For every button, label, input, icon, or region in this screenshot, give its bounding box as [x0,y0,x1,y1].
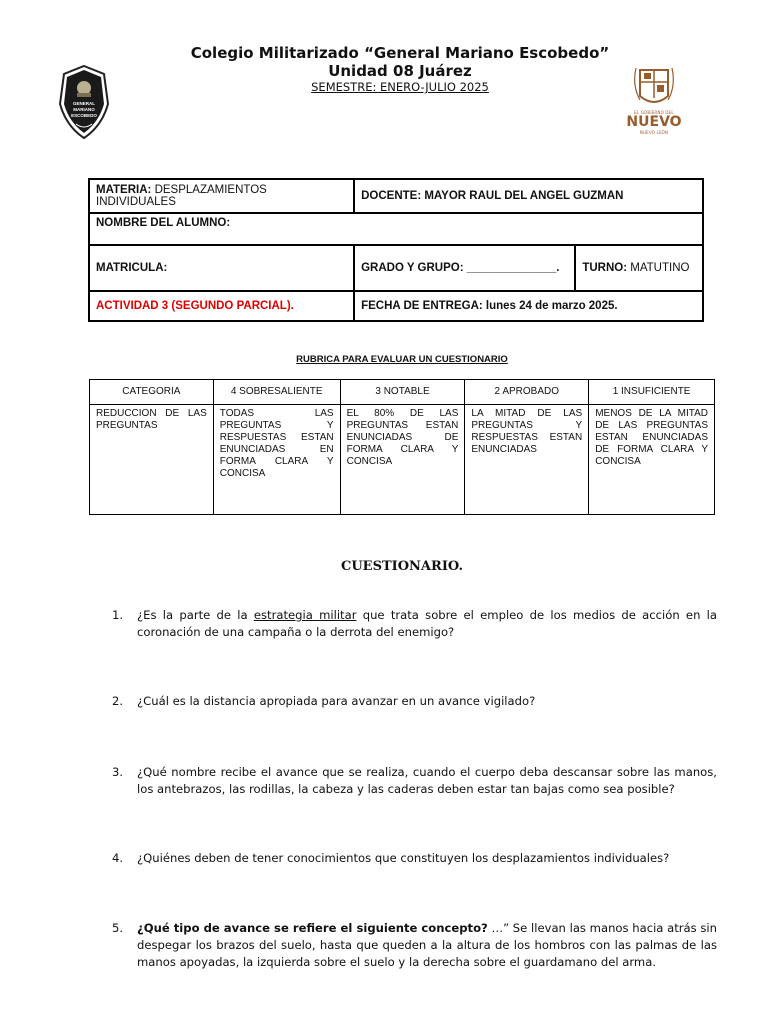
government-logo [620,66,688,136]
semester: SEMESTRE: ENERO-JULIO 2025 [311,80,489,94]
school-logo [58,64,110,140]
school-name: Colegio Militarizado “General Mariano Escobedo” [190,44,610,62]
document-header [150,44,650,95]
question-text: ¿Quiénes deben de tener conocimientos que constituyen los desplazamientos individuales? [137,851,670,865]
question-number: 2. [112,694,124,708]
gov-logo-subtitle: NUEVO LEÓN [639,130,669,135]
rubric-cell: TODAS LAS PREGUNTAS Y RESPUESTAS ESTAN ENUNCIADAS EN FORMA CLARA Y CONCISA [213,405,340,515]
rubric-cell: LA MITAD DE LAS PREGUNTAS Y RESPUESTAS ESTAN ENUNCIADAS [465,405,589,515]
rubric-cell: MENOS DE LA MITAD DE LAS PREGUNTAS ESTAN ENUNCIADAS DE FORMA CLARA Y CONCISA [589,405,715,515]
question-text: ¿Es la parte de la estrategia militar que trata sobre el empleo de los medios de acción en la coronación de una campaña o la derrota del enemigo? [137,608,718,639]
student-info-table [88,178,704,322]
materia-value: DESPLAZAMIENTOS INDIVIDUALES [96,184,267,208]
materia-label: MATERIA: [96,184,152,196]
grado-grupo-field: GRADO Y GRUPO: ______________. [354,245,575,291]
rubric-cell: REDUCCION DE LAS PREGUNTAS [90,405,214,515]
rubric-header-cell: CATEGORIA [90,380,214,405]
school-logo-word: GENERAL [72,101,96,106]
school-logo-word: MARIANO [73,107,95,112]
rubric-table [89,379,715,515]
school-logo-word: ESCOBEDO [71,113,97,118]
question-number: 4. [112,851,124,865]
rubric-header-cell: 3 NOTABLE [340,380,465,405]
activity-label: ACTIVIDAD 3 (SEGUNDO PARCIAL). [89,291,354,321]
materia-cell [89,179,354,213]
matricula-field: MATRICULA: [89,245,354,291]
gov-logo-title: NUEVO [626,114,682,130]
rubric-title: RUBRICA PARA EVALUAR UN CUESTIONARIO [296,354,508,365]
question-text: ¿Cuál es la distancia apropiada para avanzar en un avance vigilado? [137,694,536,708]
question-number: 3. [112,765,124,779]
question-text: ¿Qué nombre recibe el avance que se realiza, cuando el cuerpo deba descansar sobre las manos, los antebrazos, las rodillas, la cabeza y las caderas deben estar tan bajas como sea posible? [137,765,717,796]
rubric-header-row [90,380,715,405]
rubric-header-cell: 1 INSUFICIENTE [589,380,715,405]
rubric-header-cell: 2 APROBADO [465,380,589,405]
question-bold-lead: ¿Qué tipo de avance se refiere el siguiente concepto? [137,921,488,935]
questionnaire-title: CUESTIONARIO. [340,559,463,574]
unit-name: Unidad 08 Juárez [328,62,472,80]
due-date: FECHA DE ENTREGA: lunes 24 de marzo 2025. [354,291,703,321]
rubric-row [90,405,715,515]
student-name-field: NOMBRE DEL ALUMNO: [89,213,703,245]
question-number: 5. [112,921,124,935]
question-text: ¿Qué tipo de avance se refiere el siguiente concepto? …” Se llevan las manos hacia atrás sin despegar los brazos del suelo, hasta que queden a la altura de los hombros con las palmas de las manos apoyadas, la izquierda sobre el suelo y la derecha sobre el guardamano del arma. [137,921,717,969]
question-number: 1. [112,608,124,622]
docente-cell: DOCENTE: MAYOR RAUL DEL ANGEL GUZMAN [354,179,703,213]
underlined-term: estrategia militar [253,608,357,622]
rubric-header-cell: 4 SOBRESALIENTE [213,380,340,405]
turno-cell [575,245,703,291]
turno-label: TURNO: [582,262,628,274]
gov-logo-caption: EL GOBIERNO DEL [634,110,674,115]
rubric-cell: EL 80% DE LAS PREGUNTAS ESTAN ENUNCIADAS DE FORMA CLARA Y CONCISA [340,405,465,515]
turno-value: MATUTINO [627,262,690,274]
